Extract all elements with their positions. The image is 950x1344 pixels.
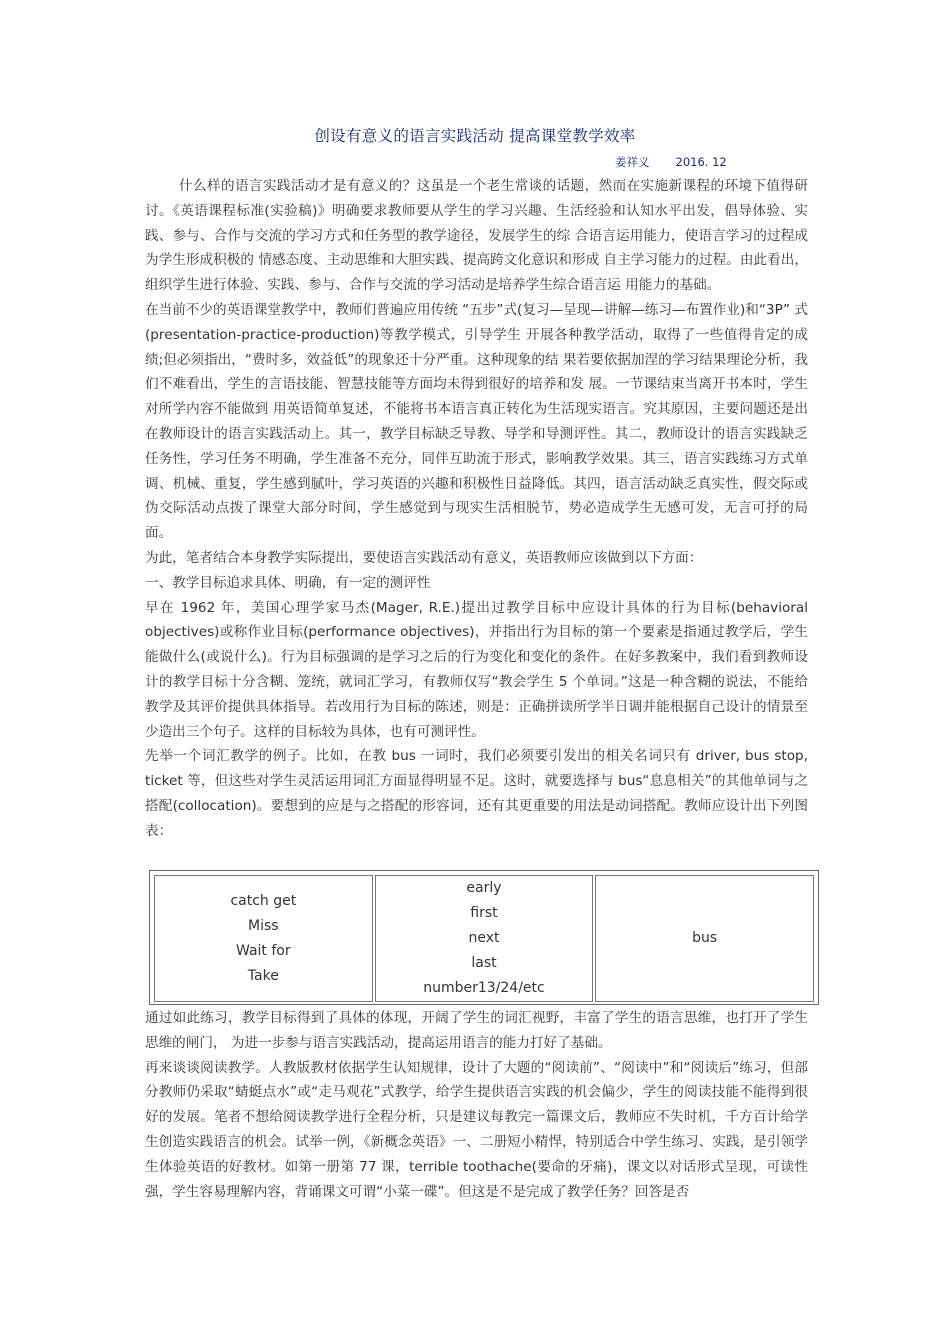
cell-line: Miss <box>248 917 279 934</box>
cell-line: number13/24/etc <box>423 980 545 996</box>
article-title: 创设有意义的语言实践活动 提高课堂教学效率 <box>314 127 636 145</box>
adjective-cell <box>375 875 594 1002</box>
paragraph: 通过如此练习，教学目标得到了具体的体现，开阔了学生的词汇视野，丰富了学生的语言思维，也打开了学生思维的闸门， 为进一步参与语言实践活动，提高运用语言的能力打好了基础。 <box>145 1010 808 1051</box>
noun-cell <box>595 875 814 1002</box>
section-heading: 一、教学目标追求具体、明确，有一定的测评性 <box>145 574 431 591</box>
byline <box>615 154 727 170</box>
author: 姜祥义 <box>615 155 650 169</box>
body-bottom <box>145 1006 808 1204</box>
cell-line: early <box>466 880 502 896</box>
verb-cell <box>154 875 373 1002</box>
cell-line: Take <box>247 967 279 984</box>
cell-line: Wait for <box>236 942 291 959</box>
cell-line: catch get <box>230 892 297 909</box>
cell-line: last <box>471 955 497 971</box>
paragraph: 先举一个词汇教学的例子。比如，在教 bus 一词时，我们必须要引发出的相关名词只有 driver, bus stop, ticket 等，但这些对学生灵活运用词汇方面显得明显不足。这时，就要选择与 bus“息息相关”的其他单词与之搭配(collocation)。要想到的应是与之搭配的形容词，还有其更重要的用法是动词搭配。教师应设计出下列图表： <box>145 748 808 839</box>
collocation-table <box>149 870 819 1005</box>
paragraph: 在当前不少的英语课堂教学中，教师们普遍应用传统 “五步”式(复习—呈现—讲解—练习—布置作业)和“3P” 式(presentation-practice-production)等教学模式，引导学生 开展各种教学活动，取得了一些值得肯定的成绩;但必须指出，“费时多，效益低”的现象还十分严重。这种现象的结 果若要依据加涅的学习结果理论分析，我们不难看出，学生的言语技能、智慧技能等方面均未得到很好的培养和发 展。一节课结束当离开书本时，学生对所学内容不能做到 用英语简单复述，不能将书本语言真正转化为生活现实语言。究其原因，主要问题还是出在教师设计的语言实践活动上。其一，教学目标缺乏导教、导学和导测评性。其二，教师设计的语言实践缺乏任务性，学习任务不明确，学生准备不充分，同伴互助流于形式，影响教学效果。其三，语言实践练习方式单调、机械、重复，学生感到腻叶，学习英语的兴趣和积极性日益降低。其四，语言活动缺乏真实性，假交际或伪交际活动点拨了课堂大部分时间，学生感觉到与现实生活相脱节，势必造成学生无感可发，无言可抒的局面。 <box>145 301 808 542</box>
cell-line: bus <box>692 930 718 946</box>
paragraph: 什么样的语言实践活动才是有意义的？这虽是一个老生常谈的话题，然而在实施新课程的环境下值得研讨。《英语课程标准(实验稿)》明确要求教师要从学生的学习兴趣、生活经验和认知水平出发，倡导体验、实践、参与、合作与交流的学习方式和任务型的教学途径，发展学生的综 合语言运用能力，使语言学习的过程成为学生形成积极的 情感态度、主动思维和大胆实践、提高跨文化意识和形成 自主学习能力的过程。由此看出，组织学生进行体验、实践、参与、合作与交流的学习活动是培养学生综合语言运 用能力的基础。 <box>145 178 808 294</box>
body-top <box>145 174 808 844</box>
cell-line: next <box>468 930 500 946</box>
paragraph: 为此，笔者结合本身教学实际提出，要使语言实践活动有意义，英语教师应该做到以下方面： <box>145 549 703 566</box>
table-row <box>154 875 814 1002</box>
paragraph: 再来谈谈阅读教学。人教版教材依据学生认知规律，设计了大题的“阅读前”、“阅读中”和“阅读后”练习，但部分教师仍采取“蜻蜓点水”或“走马观花”式教学，给学生提供语言实践的机会偏少，学生的阅读技能不能得到很好的发展。笔者不想给阅读教学进行全程分析，只是建议每教完一篇课文后，教师应不失时机，千方百计给学生创造实践语言的机会。试举一例，《新概念英语》一、二册短小精悍，特别适合中学生练习、实践，是引领学生体验英语的好教材。如第一册第 77 课，terrible toothache(要命的牙痛)，课文以对话形式呈现，可读性强，学生容易理解内容，背诵课文可谓“小菜一碟”。但这是不是完成了教学任务？回答是否 <box>145 1059 808 1200</box>
paragraph: 早在 1962 年，美国心理学家马杰(Mager, R.E.)提出过教学目标中应设计具体的行为目标(behavioral objectives)或称作业目标(performance objectives)，并指出行为目标的第一个要素是指通过教学后，学生能做什么(或说什么)。行为目标强调的是学习之后的行为变化和变化的条件。在好多教案中，我们看到教师设计的教学目标十分含糊、笼统，就词汇学习，有教师仅写“教会学生 5 个单词。”这是一种含糊的说法，不能给教学及其评价提供具体指导。若改用行为目标的陈述，则是：正确拼读所学半日调并能根据自己设计的情景至少造出三个句子。这样的目标较为具体，也有可测评性。 <box>145 599 808 740</box>
cell-line: first <box>470 905 498 921</box>
date: 2016. 12 <box>675 155 727 169</box>
